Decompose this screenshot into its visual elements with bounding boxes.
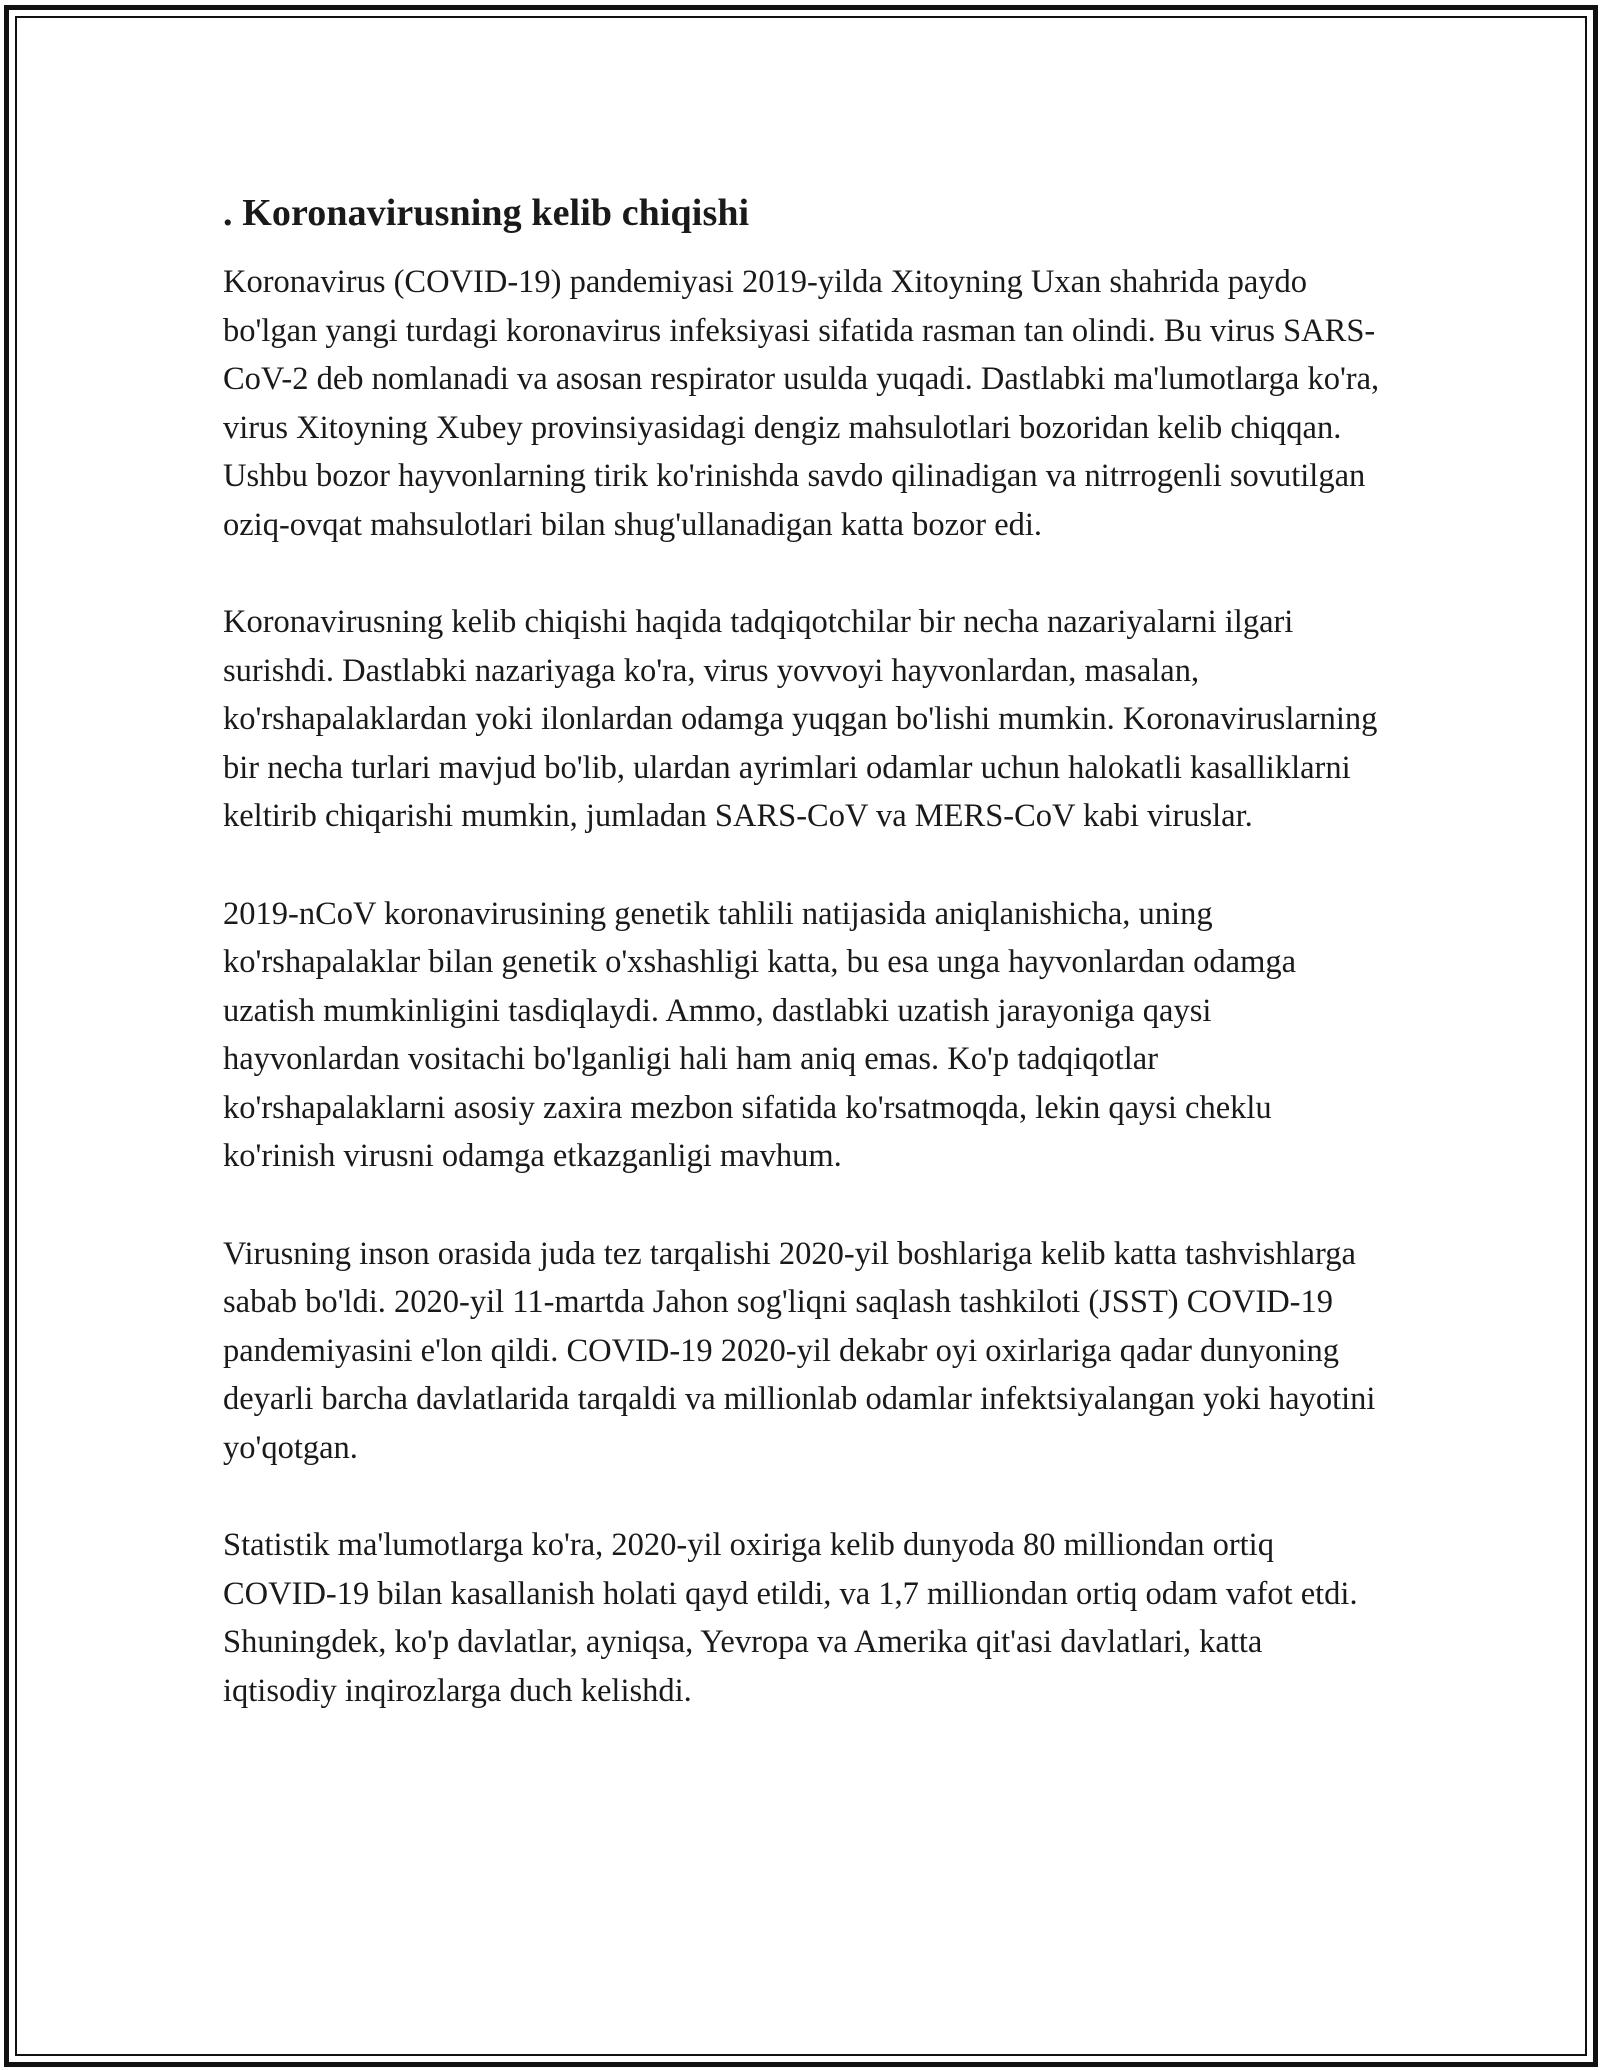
paragraph-1: Koronavirus (COVID-19) pandemiyasi 2019-yilda Xitoyning Uxan shahrida paydo bo'lgan yangi turdagi koronavirus infeksiyasi sifatida rasman tan olindi. Bu virus SARS-CoV-2 deb nomlanadi va asosan respirator usulda yuqadi. Dastlabki ma'lumotlarga ko'ra, virus Xitoyning Xubey provinsiyasidagi dengiz mahsulotlari bozoridan kelib chiqqan. Ushbu bozor hayvonlarning tirik ko'rinishda savdo qilinadigan va nitrrogenli sovutilgan oziq-ovqat mahsulotlari bilan shug'ullanadigan katta bozor edi. bbox=[223, 264, 1380, 543]
paragraph-5: Statistik ma'lumotlarga ko'ra, 2020-yil oxiriga kelib dunyoda 80 milliondan ortiq COVID-19 bilan kasallanish holati qayd etildi, va 1,7 milliondan ortiq odam vafot etdi. Shuningdek, ko'p davlatlar, ayniqsa, Yevropa va Amerika qit'asi davlatlari, katta iqtisodiy inqirozlarga duch kelishdi. bbox=[223, 1527, 1358, 1709]
document-body bbox=[223, 188, 1383, 1764]
paragraph-4: Virusning inson orasida juda tez tarqalishi 2020-yil boshlariga kelib katta tashvishlarga sabab bo'ldi. 2020-yil 11-martda Jahon sog'liqni saqlash tashkiloti (JSST) COVID-19 pandemiyasini e'lon qildi. COVID-19 2020-yil dekabr oyi oxirlariga qadar dunyoning deyarli barcha davlatlarida tarqaldi va millionlab odamlar infektsiyalangan yoki hayotini yo'qotgan. bbox=[223, 1235, 1376, 1466]
paragraph-2: Koronavirusning kelib chiqishi haqida tadqiqotchilar bir necha nazariyalarni ilgari surishdi. Dastlabki nazariyaga ko'ra, virus yovvoyi hayvonlardan, masalan, ko'rshapalaklardan yoki ilonlardan odamga yuqgan bo'lishi mumkin. Koronaviruslarning bir necha turlari mavjud bo'lib, ulardan ayrimlari odamlar uchun halokatli kasalliklarni keltirib chiqarishi mumkin, jumladan SARS-CoV va MERS-CoV kabi viruslar. bbox=[223, 604, 1378, 834]
paragraph-3: 2019-nCoV koronavirusining genetik tahlili natijasida aniqlanishicha, uning ko'rshapalaklar bilan genetik o'xshashligi katta, bu esa unga hayvonlardan odamga uzatish mumkinligini tasdiqlaydi. Ammo, dastlabki uzatish jarayoniga qaysi hayvonlardan vositachi bo'lganligi hali ham aniq emas. Ko'p tadqiqotlar ko'rshapalaklarni asosiy zaxira mezbon sifatida ko'rsatmoqda, lekin qaysi cheklu ko'rinish virusni odamga etkazganligi mavhum. bbox=[223, 895, 1297, 1174]
document-title: . Koronavirusning kelib chiqishi bbox=[223, 192, 750, 234]
